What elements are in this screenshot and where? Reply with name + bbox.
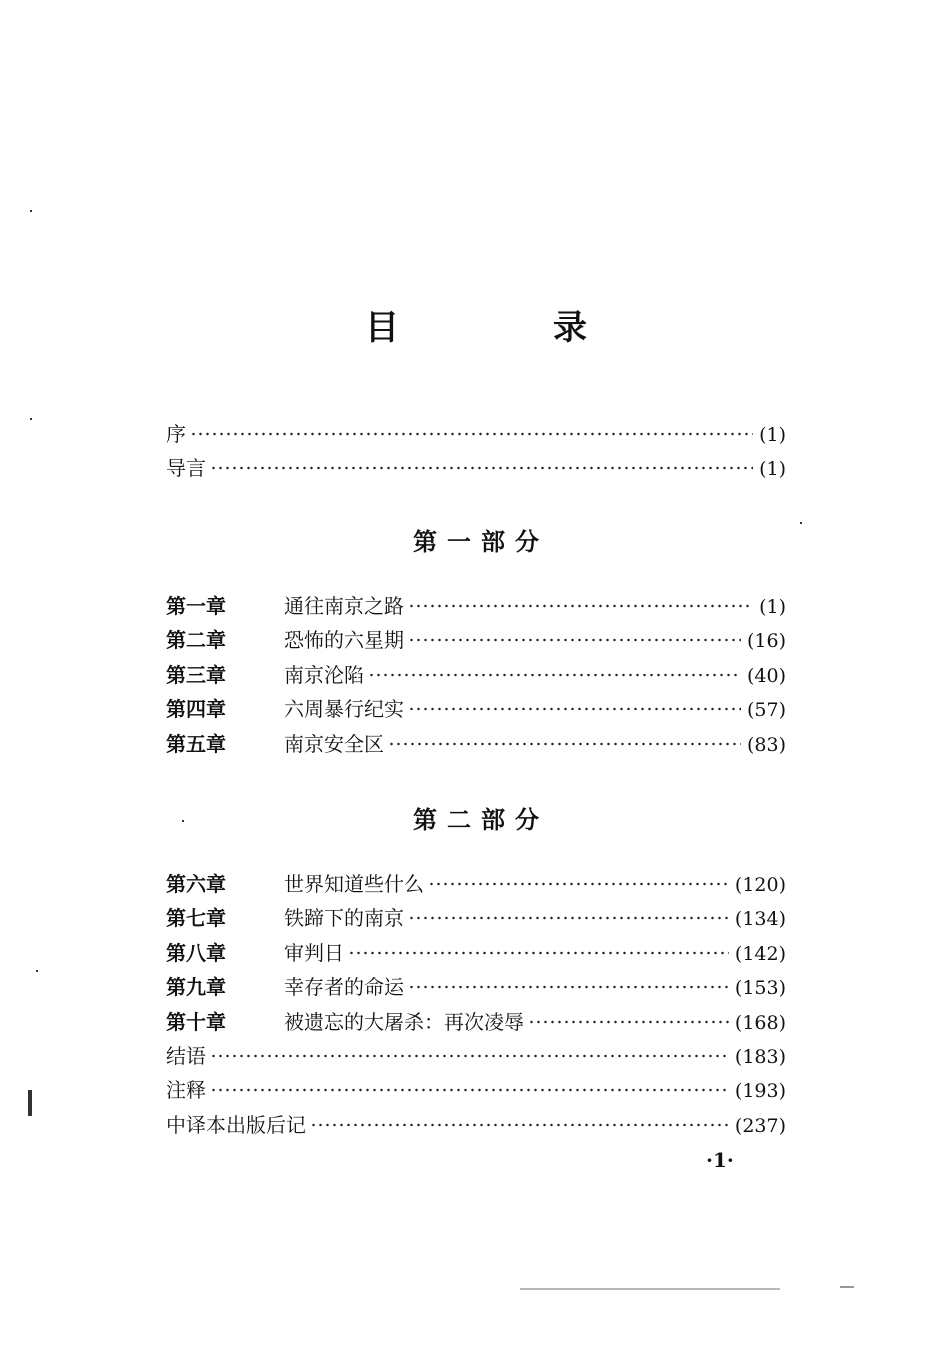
part-two-heading: 第二部分 [413, 806, 549, 834]
entry-title: 注释 [166, 1078, 206, 1103]
page-number: ·1· [706, 1148, 734, 1172]
chapter-number: 第二章 [166, 628, 226, 653]
chapter-number: 第七章 [166, 906, 226, 931]
dot-leader [408, 638, 741, 642]
chapter-number: 第四章 [166, 697, 226, 722]
entry-title: 南京沦陷 [284, 662, 364, 687]
page-title: 目 录 [365, 308, 647, 348]
scan-speck [520, 1288, 780, 1290]
dot-leader [408, 985, 729, 989]
entry-title: 铁蹄下的南京 [284, 906, 404, 931]
scan-speck [36, 970, 38, 972]
entry-page: (1) [759, 458, 786, 481]
entry-title: 被遗忘的大屠杀：再次凌辱 [284, 1009, 524, 1034]
entry-page: (142) [734, 942, 786, 965]
chapter-number: 第十章 [166, 1009, 226, 1034]
dot-leader [210, 1088, 729, 1092]
entry-page: (1) [759, 424, 786, 446]
entry-title: 结语 [166, 1043, 206, 1068]
entry-title: 南京安全区 [284, 731, 384, 756]
chapter-number: 第八章 [166, 940, 226, 965]
scan-speck [30, 210, 32, 212]
toc-entry[interactable] [166, 868, 786, 902]
entry-page: (16) [746, 630, 786, 653]
entry-title: 序 [166, 422, 186, 446]
toc-entry[interactable] [166, 659, 786, 693]
dot-leader [408, 916, 729, 920]
toc-entry[interactable] [166, 1109, 786, 1143]
entry-title: 幸存者的命运 [284, 975, 404, 1000]
entry-page: (183) [734, 1045, 786, 1068]
chapter-number: 第五章 [166, 731, 226, 756]
entry-page: (237) [734, 1114, 786, 1137]
entry-page: (40) [746, 664, 786, 687]
dot-leader [528, 1020, 729, 1024]
toc-entry[interactable] [166, 418, 786, 452]
entry-title: 审判日 [284, 940, 344, 965]
entry-page: (193) [734, 1080, 786, 1103]
toc-entry[interactable] [166, 624, 786, 658]
entry-page: (134) [734, 908, 786, 931]
scan-speck [182, 820, 184, 822]
toc-entry[interactable] [166, 1074, 786, 1108]
toc-entry[interactable] [166, 452, 786, 486]
dot-leader [408, 604, 753, 608]
toc-entry[interactable] [166, 1006, 786, 1040]
toc-entry[interactable] [166, 971, 786, 1005]
entry-title: 世界知道些什么 [284, 872, 424, 896]
dot-leader [210, 466, 753, 470]
toc-entry[interactable] [166, 902, 786, 936]
scan-speck [800, 522, 802, 524]
entry-page: (120) [734, 874, 786, 896]
part-one-heading: 第一部分 [413, 528, 549, 556]
entry-page: (153) [734, 977, 786, 1000]
part-one-chapters [166, 590, 786, 762]
entry-title: 中译本出版后记 [166, 1112, 306, 1137]
entry-page: (57) [746, 699, 786, 722]
scan-speck [840, 1286, 854, 1288]
scan-speck [28, 1090, 32, 1116]
scan-speck [30, 418, 32, 420]
entry-page: (168) [734, 1011, 786, 1034]
entry-page: (1) [759, 596, 786, 618]
entry-page: (83) [746, 733, 786, 756]
chapter-number: 第三章 [166, 662, 226, 687]
dot-leader [388, 742, 741, 746]
toc-entry[interactable] [166, 728, 786, 762]
chapter-number: 第一章 [166, 594, 226, 618]
front-matter [166, 418, 786, 487]
toc-entry[interactable] [166, 590, 786, 624]
toc-entry[interactable] [166, 1040, 786, 1074]
dot-leader [348, 951, 729, 955]
entry-title: 导言 [166, 456, 206, 481]
dot-leader [310, 1123, 729, 1127]
entry-title: 六周暴行纪实 [284, 697, 404, 722]
part-two-chapters [166, 868, 786, 1143]
chapter-number: 第六章 [166, 872, 226, 896]
dot-leader [408, 707, 741, 711]
dot-leader [190, 432, 753, 436]
toc-entry[interactable] [166, 693, 786, 727]
toc-entry[interactable] [166, 937, 786, 971]
dot-leader [428, 882, 729, 886]
dot-leader [210, 1054, 729, 1058]
chapter-number: 第九章 [166, 975, 226, 1000]
entry-title: 通往南京之路 [284, 594, 404, 618]
entry-title: 恐怖的六星期 [284, 628, 404, 653]
dot-leader [368, 673, 741, 677]
